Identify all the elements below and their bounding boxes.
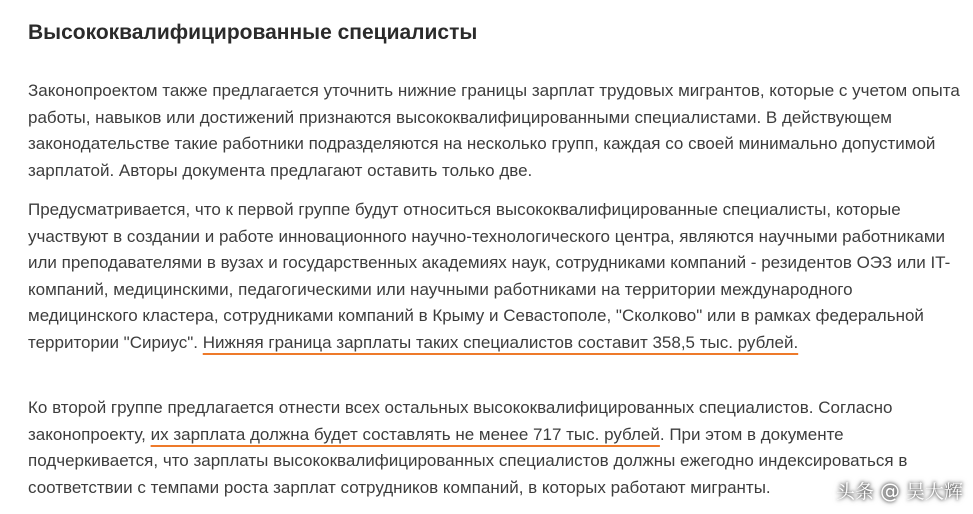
paragraph-1: Законопроектом также предлагается уточнить нижние границы зарплат трудовых мигрантов, которые с учетом опыта работы, навыков или достижений признаются высококвалифицированными специалистами. В действующем законодательстве такие работники подразделяются на несколько групп, каждая со своей минимально допустимой зарплатой. Авторы документа предлагают оставить только две. <box>28 81 960 180</box>
paragraph-3 <box>28 395 963 501</box>
paragraph-2-text: Предусматривается, что к первой группе будут относиться высококвалифицированные специалисты, которые участвуют в создании и работе инновационного научно-технологического центра, являются научными работниками или преподавателями в вузах и государственных академиях наук, сотрудниками компаний - резидентов ОЭЗ или IT-компаний, медицинскими, педагогическими или научными работниками на территории международного медицинского кластера, сотрудниками компаний в Крыму и Севастополе, "Сколково" или в рамках федеральной территории "Сириус". <box>28 200 951 352</box>
watermark-at: @ <box>879 478 900 503</box>
paragraph-2 <box>28 197 963 356</box>
paragraph-3-text-before: Ко второй группе предлагается отнести всех остальных высококвалифицированных специалистов. Согласно законопроекту, <box>28 398 893 444</box>
paragraph-2-highlight: Нижняя граница зарплаты таких специалистов составит 358,5 тыс. рублей. <box>202 332 799 352</box>
watermark-source: 头条 <box>835 481 874 503</box>
section-heading: Высококвалифицированные специалисты <box>28 21 478 44</box>
watermark <box>836 477 963 504</box>
watermark-author: 吴大辉 <box>905 481 963 503</box>
paragraph-3-highlight: их зарплата должна будет составлять не менее 717 тыс. рублей <box>150 424 660 444</box>
paragraph-3-text-after: . При этом в документе подчеркивается, что зарплаты высококвалифицированных специалистов должны ежегодно индексироваться в соответствии с темпами роста зарплат сотрудников компаний, в которых работают мигранты. <box>28 424 908 497</box>
